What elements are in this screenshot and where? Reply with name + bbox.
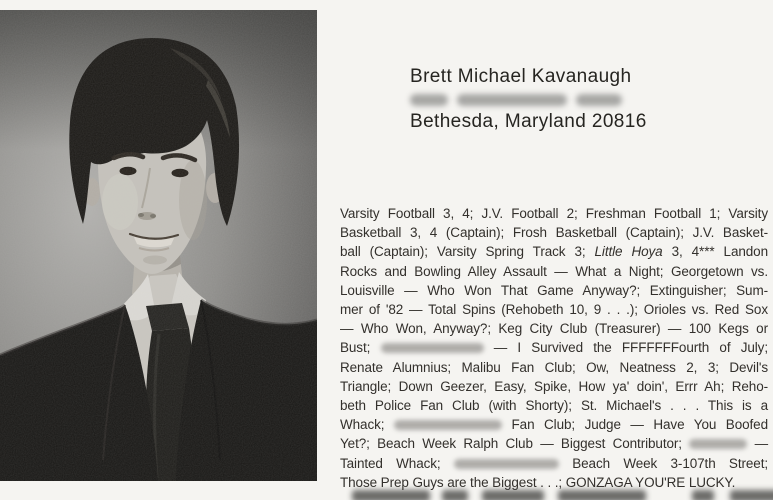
text-segment: Fan Club; Judge — Have You Boofed (501, 417, 768, 433)
text-segment: — (747, 436, 768, 452)
text-segment: Triangle; Down Geezer, Easy, Spike, How ya' doin', Errr Ah; Reho- (340, 378, 768, 394)
text-segment: Little Hoya (594, 244, 663, 260)
text-segment: Tainted Whack; (340, 455, 454, 471)
activities-line (340, 358, 768, 377)
activities-line (340, 415, 768, 434)
portrait-photo-svg (0, 10, 317, 481)
blurred-fragment (352, 490, 430, 500)
redacted-address-block (576, 94, 622, 106)
activities-line (340, 396, 768, 415)
activities-text (340, 204, 768, 492)
student-city: Bethesda, Maryland 20816 (410, 111, 647, 132)
portrait-photo (0, 10, 317, 481)
redacted-text (394, 420, 502, 430)
text-segment: 3, 4*** Landon (662, 244, 768, 260)
redacted-address-block (410, 94, 448, 106)
text-segment: Basketball 3, 4 (Captain); Frosh Basketball (Captain); J.V. Basket- (340, 225, 768, 241)
text-segment: — I Survived the FFFFFFFourth of July; (483, 340, 768, 356)
text-segment: — Who Won, Anyway?; Keg City Club (Treasurer) — 100 Kegs or (340, 321, 768, 337)
redacted-text (454, 459, 559, 469)
activities-line (340, 242, 768, 261)
blurred-fragment (730, 490, 773, 500)
activities-line (340, 454, 768, 473)
blurred-fragment (692, 490, 714, 500)
activities-line (340, 338, 768, 357)
redacted-text (381, 343, 484, 353)
next-entry-blurred (352, 490, 773, 500)
blurred-fragment (558, 490, 646, 500)
student-header (410, 66, 647, 133)
text-segment: Whack; (340, 417, 394, 433)
text-segment: Varsity Football 3, 4; J.V. Football 2; Freshman Football 1; Varsity (340, 206, 768, 221)
text-segment: beth Police Fan Club (with Shorty); St. Michael's . . . This is a (340, 398, 768, 414)
activities-line (340, 281, 768, 300)
text-segment: Those Prep Guys are the Biggest . . .; GONZAGA YOU'RE LUCKY. (340, 474, 736, 490)
text-segment: Louisville — Who Won That Game Anyway?; Extinguisher; Sum- (340, 282, 768, 298)
text-segment: ball (Captain); Varsity Spring Track 3; (340, 244, 595, 260)
activities-line (340, 204, 768, 223)
redacted-address-block (457, 94, 567, 106)
blurred-fragment (482, 490, 544, 500)
redacted-address-line (410, 92, 647, 107)
activities-line (340, 434, 768, 453)
text-segment: Bust; (340, 340, 381, 356)
student-name: Brett Michael Kavanaugh (410, 66, 632, 87)
activities-line (340, 262, 768, 281)
activities-line (340, 223, 768, 242)
redacted-text (689, 439, 747, 449)
activities-line (340, 377, 768, 396)
activities-line (340, 300, 768, 319)
text-segment: Beach Week 3-107th Street; (558, 455, 769, 471)
text-segment: Yet?; Beach Week Ralph Club — Biggest Contributor; (340, 436, 690, 452)
text-segment: Renate Alumnius; Malibu Fan Club; Ow, Neatness 2, 3; Devil's (340, 359, 768, 375)
blurred-fragment (442, 490, 468, 500)
text-segment: mer of '82 — Total Spins (Rehobeth 10, 9 . . .); Orioles vs. Red Sox (340, 302, 768, 318)
text-segment: Rocks and Bowling Alley Assault — What a Night; Georgetown vs. (340, 263, 768, 279)
activities-line (340, 319, 768, 338)
